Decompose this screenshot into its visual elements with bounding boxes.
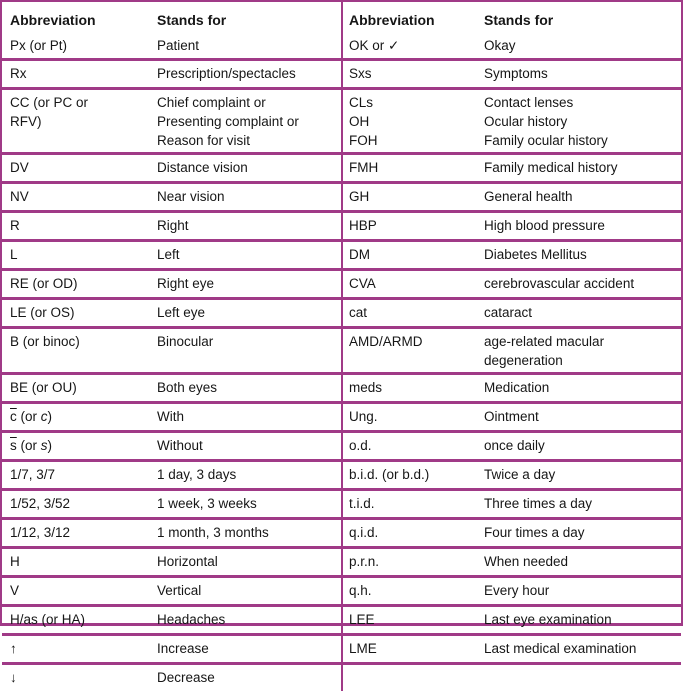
- meaning-cell: Vertical: [157, 583, 202, 598]
- table-header-row: [2, 2, 681, 32]
- overline-char: $\overline{s}$: [10, 438, 17, 453]
- meaning-cell: Diabetes Mellitus: [484, 247, 587, 262]
- meaning-cell: age-related macular degeneration: [484, 334, 605, 368]
- abbr-cell: R: [10, 218, 20, 233]
- meaning-cell: Four times a day: [484, 525, 585, 540]
- meaning-cell: High blood pressure: [484, 218, 605, 233]
- abbr-cell: q.h.: [341, 578, 484, 604]
- abbr-cell: V: [10, 583, 20, 598]
- column-header-stands-for-left: Stands for: [157, 12, 227, 28]
- abbr-cell: q.i.d.: [341, 520, 484, 546]
- meaning-cell: Both eyes: [157, 380, 218, 395]
- meaning-cell: Right: [157, 218, 189, 233]
- abbr-cell: HBP: [341, 213, 484, 239]
- meaning-cell: Left eye: [157, 305, 206, 320]
- table-row: [2, 404, 681, 433]
- abbr-cell: B (or binoc): [10, 334, 80, 349]
- table-row: [2, 61, 681, 90]
- table-row: [2, 491, 681, 520]
- abbr-cell: CC (or PC or RFV): [10, 95, 89, 129]
- abbr-cell: LEE: [341, 607, 484, 633]
- abbr-cell: RE (or OD): [10, 276, 78, 291]
- meaning-cell: 1 week, 3 weeks: [157, 496, 257, 511]
- table-row: [2, 184, 681, 213]
- abbr-cell: CLs OH FOH: [341, 90, 484, 152]
- table-row: [2, 90, 681, 155]
- table-row: [2, 433, 681, 462]
- abbr-cell: BE (or OU): [10, 380, 77, 395]
- abbr-cell: Sxs: [341, 61, 484, 87]
- meaning-cell: once daily: [484, 438, 545, 453]
- meaning-cell: cerebrovascular accident: [484, 276, 635, 291]
- abbr-cell: Px (or Pt): [10, 38, 68, 53]
- table-header-block: [2, 2, 681, 61]
- table-row: [2, 665, 681, 691]
- meaning-cell: Last medical examination: [484, 641, 637, 656]
- abbr-cell: LE (or OS): [10, 305, 75, 320]
- meaning-cell: Ointment: [484, 409, 539, 424]
- meaning-cell: cataract: [484, 305, 533, 320]
- abbr-cell: CVA: [341, 271, 484, 297]
- abbr-cell: $\overline{c}$ (or c): [10, 409, 53, 424]
- meaning-cell: Symptoms: [484, 66, 548, 81]
- table-row: [2, 213, 681, 242]
- meaning-cell: Right eye: [157, 276, 215, 291]
- meaning-cell: Chief complaint or Presenting complaint or Reason for visit: [157, 95, 299, 148]
- abbr-cell: GH: [341, 184, 484, 210]
- meaning-cell: Every hour: [484, 583, 550, 598]
- abbr-cell: NV: [10, 189, 29, 204]
- table-row: [2, 242, 681, 271]
- abbr-cell: p.r.n.: [341, 549, 484, 575]
- table-body: [2, 61, 681, 691]
- meaning-cell: Prescription/spectacles: [157, 66, 296, 81]
- abbr-cell: OK or ✓: [341, 32, 484, 58]
- meaning-cell: Medication: [484, 380, 550, 395]
- abbr-cell: 1/12, 3/12: [10, 525, 71, 540]
- meaning-cell: When needed: [484, 554, 569, 569]
- abbr-cell: ↓: [10, 670, 17, 685]
- column-header-abbreviation-right: Abbreviation: [341, 2, 484, 32]
- abbr-cell: L: [10, 247, 18, 262]
- meaning-cell: Family medical history: [484, 160, 618, 175]
- abbr-cell: [341, 665, 484, 691]
- abbr-cell: 1/7, 3/7: [10, 467, 56, 482]
- abbr-cell: b.i.d. (or b.d.): [341, 462, 484, 488]
- abbr-cell: 1/52, 3/52: [10, 496, 71, 511]
- table-row: [2, 271, 681, 300]
- meaning-cell: Near vision: [157, 189, 225, 204]
- meaning-cell: Left: [157, 247, 180, 262]
- abbr-cell: $\overline{s}$ (or s): [10, 438, 53, 453]
- meaning-cell: 1 day, 3 days: [157, 467, 237, 482]
- table-row: [2, 462, 681, 491]
- table-row: [2, 32, 681, 58]
- abbr-cell: FMH: [341, 155, 484, 181]
- abbr-cell: Rx: [10, 66, 27, 81]
- abbr-cell: H/as (or HA): [10, 612, 86, 627]
- table-row: [2, 375, 681, 404]
- table-row: [2, 329, 681, 375]
- abbr-cell: AMD/ARMD: [341, 329, 484, 372]
- abbr-cell: cat: [341, 300, 484, 326]
- meaning-cell: 1 month, 3 months: [157, 525, 269, 540]
- table-row: [2, 607, 681, 636]
- abbr-cell: ↑: [10, 641, 17, 656]
- column-header-stands-for-right: Stands for: [484, 12, 554, 28]
- abbr-cell: DM: [341, 242, 484, 268]
- meaning-cell: Distance vision: [157, 160, 248, 175]
- abbr-cell: DV: [10, 160, 29, 175]
- table-row: [2, 300, 681, 329]
- meaning-cell: With: [157, 409, 184, 424]
- overline-char: $\overline{c}$: [10, 409, 17, 424]
- abbr-cell: LME: [341, 636, 484, 662]
- abbr-cell: meds: [341, 375, 484, 401]
- table-row: [2, 155, 681, 184]
- abbr-cell: o.d.: [341, 433, 484, 459]
- table-row: [2, 636, 681, 665]
- table-row: [2, 520, 681, 549]
- meaning-cell: Twice a day: [484, 467, 556, 482]
- abbr-cell: Ung.: [341, 404, 484, 430]
- meaning-cell: Last eye examination: [484, 612, 612, 627]
- meaning-cell: [484, 665, 681, 691]
- table-row: [2, 578, 681, 607]
- abbr-cell: t.i.d.: [341, 491, 484, 517]
- table-row: [2, 549, 681, 578]
- meaning-cell: Binocular: [157, 334, 214, 349]
- column-header-abbreviation-left: Abbreviation: [10, 12, 96, 28]
- meaning-cell: Okay: [484, 38, 516, 53]
- meaning-cell: Decrease: [157, 670, 215, 685]
- meaning-cell: General health: [484, 189, 573, 204]
- meaning-cell: Without: [157, 438, 203, 453]
- meaning-cell: Patient: [157, 38, 200, 53]
- meaning-cell: Three times a day: [484, 496, 593, 511]
- meaning-cell: Headaches: [157, 612, 226, 627]
- meaning-cell: Increase: [157, 641, 209, 656]
- meaning-cell: Contact lenses Ocular history Family ocular history: [484, 95, 608, 148]
- abbr-cell: H: [10, 554, 20, 569]
- meaning-cell: Horizontal: [157, 554, 218, 569]
